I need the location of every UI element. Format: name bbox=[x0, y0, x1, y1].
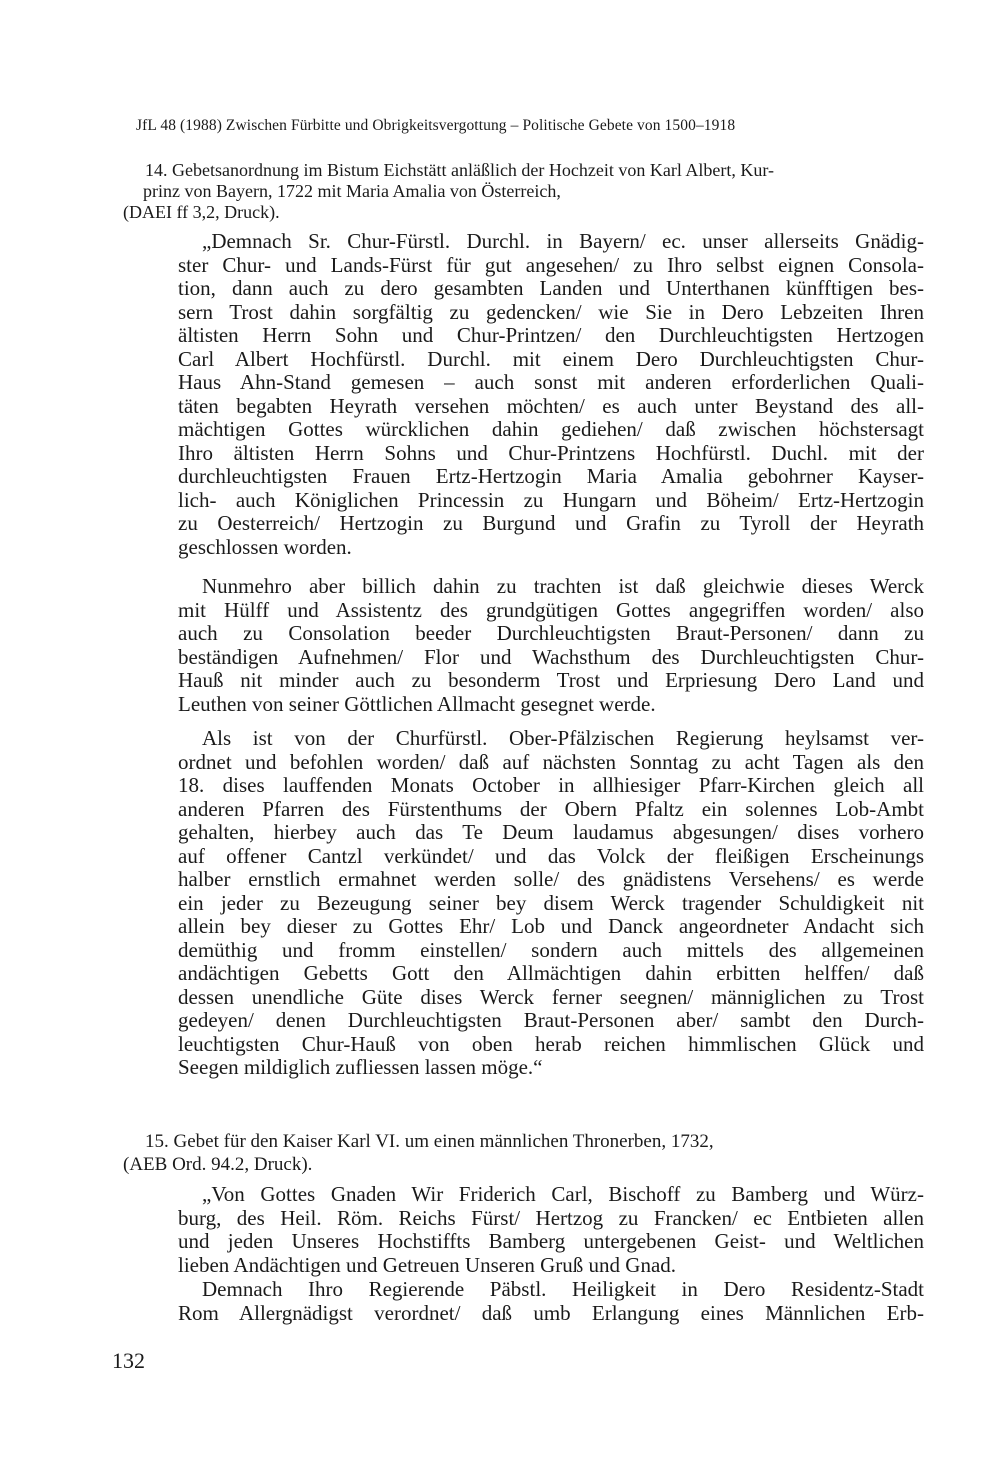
text-line: gehalten, hierbey auch das Te Deum laudamus abgesungen/ dises vorhero bbox=[178, 820, 924, 844]
entry-14-heading bbox=[123, 160, 925, 223]
heading-line: (DAEI ff 3,2, Druck). bbox=[123, 202, 280, 222]
heading-line: (AEB Ord. 94.2, Druck). bbox=[123, 1154, 313, 1175]
text-line: dessen unendliche Güte dises Werck ferner seegnen/ männiglichen zu Trost bbox=[178, 984, 924, 1009]
text-line: Seegen mildiglich zufliessen lassen möge.“ bbox=[178, 1055, 543, 1079]
heading-line: 15. Gebet für den Kaiser Karl VI. um einen männlichen Thronerben, 1732, bbox=[145, 1131, 714, 1152]
entry-15-paragraph-1 bbox=[178, 1183, 924, 1277]
entry-15-paragraph-2 bbox=[178, 1278, 924, 1325]
text-line: 18. dises lauffenden Monats October in allhiesiger Pfarr-Kirchen gleich all bbox=[178, 773, 924, 797]
entry-14-paragraph-1 bbox=[178, 230, 924, 559]
text-line: Rom Allergnädigst verordnet/ daß umb Erlangung eines Männlichen Erb- bbox=[178, 1300, 924, 1325]
text-line: „Von Gottes Gnaden Wir Friderich Carl, Bischoff zu Bamberg und Würz- bbox=[202, 1182, 924, 1206]
text-line: Nunmehro aber billich dahin zu trachten ist daß gleichwie dieses Werck bbox=[202, 574, 924, 598]
text-line: ältisten Herrn Sohn und Chur-Printzen/ den Durchleuchtigsten Hertzogen bbox=[178, 323, 924, 347]
text-line: Haus Ahn-Stand gemesen – auch sonst mit anderen erforderlichen Quali- bbox=[178, 370, 924, 394]
entry-15-heading bbox=[123, 1130, 925, 1176]
text-line: halber ernstlich ermahnet werden solle/ des gnädistens Versehens/ es werde bbox=[178, 867, 924, 891]
text-line: auf offener Cantzl verkündet/ und das Volck der fleißigen Erscheinungs bbox=[178, 843, 924, 868]
text-line: geschlossen worden. bbox=[178, 534, 352, 559]
text-line: leuchtigsten Chur-Hauß von oben herab reichen himmlischen Glück und bbox=[178, 1031, 924, 1056]
text-line: burg, des Heil. Röm. Reichs Fürst/ Hertzog zu Francken/ ec Entbieten allen bbox=[178, 1205, 924, 1230]
text-line: beständigen Aufnehmen/ Flor und Wachsthum des Durchleuchtigsten Chur- bbox=[178, 644, 924, 669]
heading-line: prinz von Bayern, 1722 mit Maria Amalia von Österreich, bbox=[143, 181, 561, 201]
text-line: Hauß nit minder auch zu besonderm Trost und Erpriesung Dero Land und bbox=[178, 668, 924, 692]
text-line: tion, dann auch zu dero gesambten Landen und Unterthanen künfftigen bes- bbox=[178, 276, 924, 300]
text-line: ster Chur- und Lands-Fürst für gut angesehen/ zu Ihro selbst eignen Consola- bbox=[178, 252, 924, 277]
text-line: demüthig und fromm einstellen/ sondern auch mittels des allgemeinen bbox=[178, 937, 924, 962]
text-line: ordnet und befohlen worden/ daß auf nächsten Sonntag zu acht Tagen als den bbox=[178, 749, 924, 774]
text-line: Als ist von der Churfürstl. Ober-Pfälzischen Regierung heylsamst ver- bbox=[202, 726, 924, 750]
text-line: zu Oesterreich/ Hertzogin zu Burgund und Grafin zu Tyroll der Heyrath bbox=[178, 511, 924, 535]
running-head: JfL 48 (1988) Zwischen Fürbitte und Obrigkeitsvergottung – Politische Gebete von 1500–1918 bbox=[136, 117, 736, 134]
page-number: 132 bbox=[112, 1348, 145, 1373]
text-line: lieben Andächtigen und Getreuen Unseren Gruß und Gnad. bbox=[178, 1252, 677, 1277]
text-line: „Demnach Sr. Chur-Fürstl. Durchl. in Bayern/ ec. unser allerseits Gnädig- bbox=[202, 229, 924, 253]
text-line: durchleuchtigsten Frauen Ertz-Hertzogin Maria Amalia gebohrner Kayser- bbox=[178, 464, 924, 488]
text-line: mächtigen Gottes würcklichen dahin gediehen/ daß zwischen höchstersagt bbox=[178, 417, 924, 441]
text-line: Demnach Ihro Regierende Päbstl. Heiligkeit in Dero Residentz-Stadt bbox=[202, 1277, 924, 1301]
text-line: Leuthen von seiner Göttlichen Allmacht gesegnet werde. bbox=[178, 691, 656, 716]
text-line: Carl Albert Hochfürstl. Durchl. mit einem Dero Durchleuchtigsten Chur- bbox=[178, 346, 924, 371]
text-line: gedeyen/ denen Durchleuchtigsten Braut-Personen aber/ sambt den Durch- bbox=[178, 1008, 924, 1032]
text-line: sern Trost dahin sorgfältig zu gedencken/ wie Sie in Dero Lebzeiten Ihren bbox=[178, 299, 924, 324]
text-line: auch zu Consolation beeder Durchleuchtigsten Braut-Personen/ dann zu bbox=[178, 621, 924, 645]
heading-line: 14. Gebetsanordnung im Bistum Eichstätt anläßlich der Hochzeit von Karl Albert, Kur- bbox=[145, 160, 774, 180]
text-line: täten begabten Heyrath versehen möchten/ es auch unter Beystand des all- bbox=[178, 393, 924, 418]
text-line: allein bey dieser zu Gottes Ehr/ Lob und Danck angeordneter Andacht sich bbox=[178, 914, 924, 938]
entry-14-paragraph-2 bbox=[178, 575, 924, 716]
text-line: andächtigen Gebetts Gott den Allmächtigen dahin erbitten helffen/ daß bbox=[178, 961, 924, 985]
text-line: anderen Pfarren des Fürstenthums der Obern Pfaltz ein solennes Lob-Ambt bbox=[178, 796, 924, 821]
text-line: und jeden Unseres Hochstiffts Bamberg untergebenen Geist- und Weltlichen bbox=[178, 1229, 924, 1253]
text-line: ein jeder zu Bezeugung seiner bey disem Werck tragender Schuldigkeit nit bbox=[178, 890, 924, 915]
text-line: mit Hülff und Assistentz des grundgütigen Gottes angegriffen worden/ also bbox=[178, 597, 924, 622]
text-line: Ihro ältisten Herrn Sohns und Chur-Printzens Hochfürstl. Duchl. mit der bbox=[178, 440, 924, 465]
text-line: lich- auch Königlichen Princessin zu Hungarn und Böheim/ Ertz-Hertzogin bbox=[178, 487, 924, 512]
entry-14-paragraph-3 bbox=[178, 727, 924, 1080]
